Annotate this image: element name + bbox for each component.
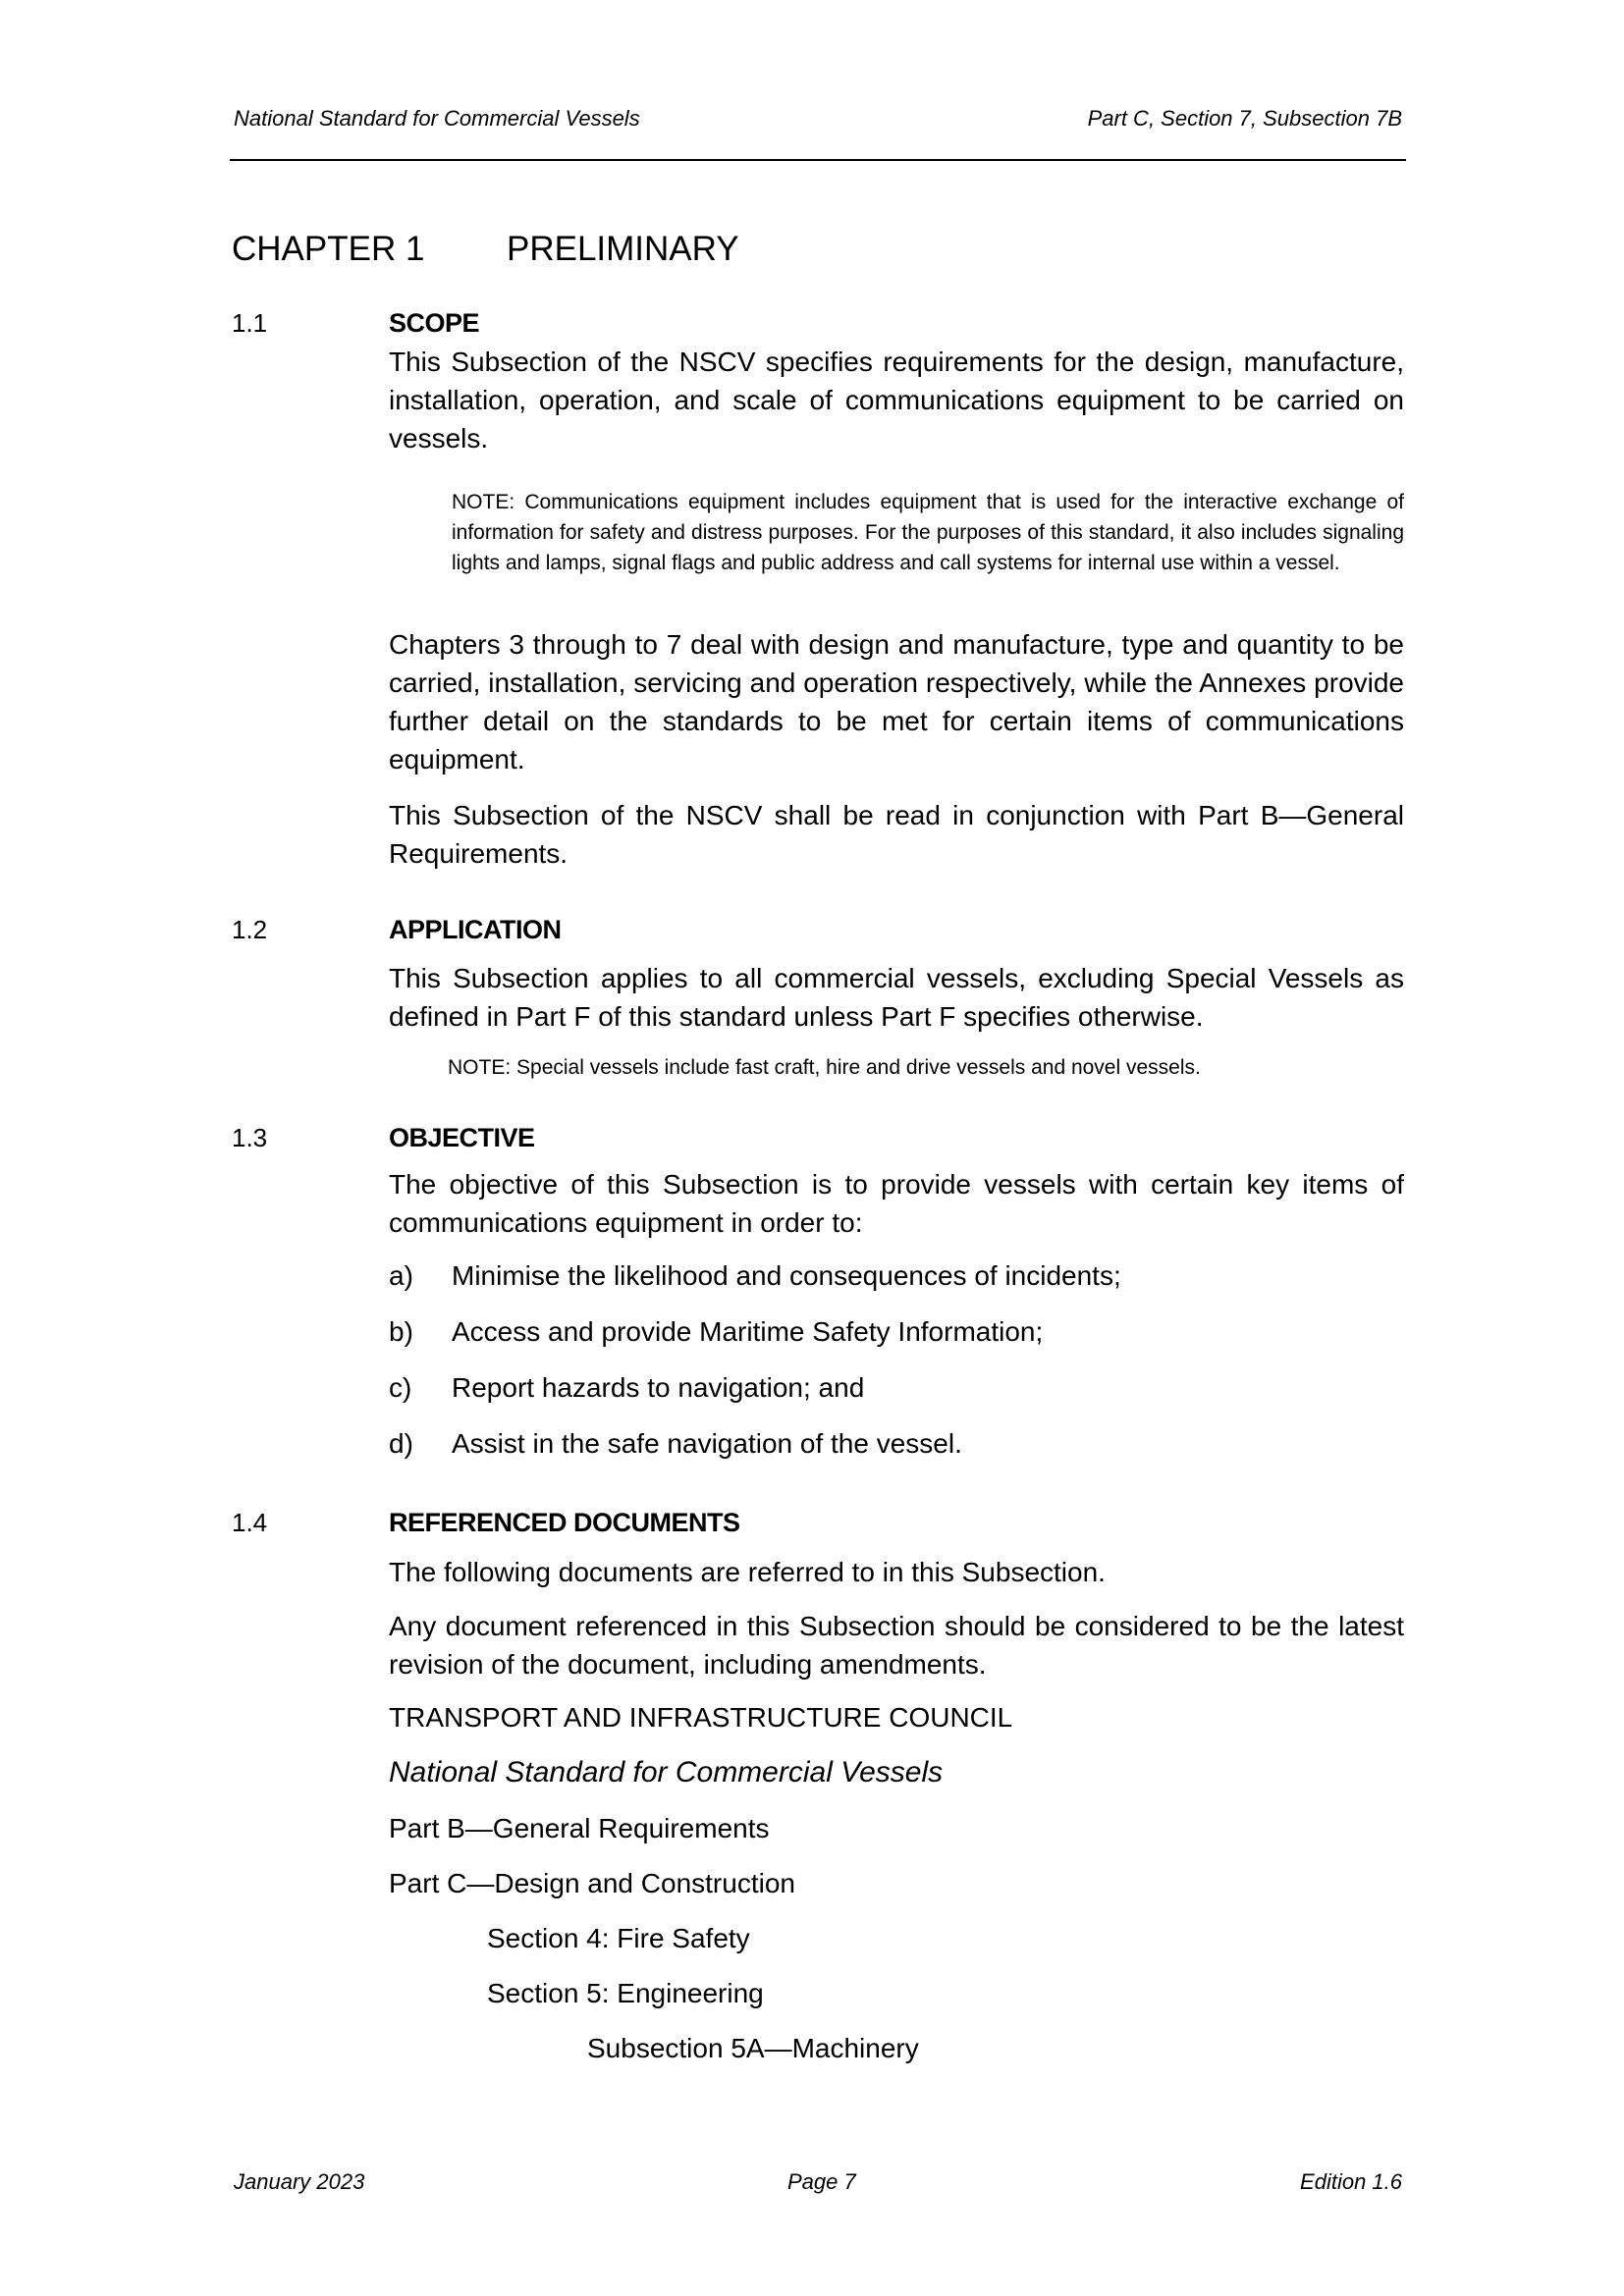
referenced-paragraph-1: The following documents are referred to in this Subsection. — [389, 1557, 1106, 1587]
section-heading-referenced: REFERENCED DOCUMENTS — [389, 1508, 740, 1537]
chapter-number: CHAPTER 1 — [232, 230, 425, 268]
header-part-reference: Part C, Section 7, Subsection 7B — [1087, 106, 1402, 131]
objective-paragraph: The objective of this Subsection is to provide vessels with certain key items of communications equipment in order to: — [389, 1169, 1404, 1238]
header-document-title: National Standard for Commercial Vessels — [234, 106, 640, 131]
objective-item-text: Access and provide Maritime Safety Information; — [452, 1316, 1044, 1347]
referenced-subsection-5a: Subsection 5A—Machinery — [587, 2033, 919, 2063]
objective-item-label: a) — [389, 1260, 413, 1291]
scope-paragraph-3: This Subsection of the NSCV shall be read in conjunction with Part B—General Requirements. — [389, 800, 1404, 869]
section-number-objective: 1.3 — [232, 1123, 268, 1152]
header-divider — [230, 159, 1406, 161]
section-number-scope: 1.1 — [232, 308, 268, 338]
chapter-title: PRELIMINARY — [507, 230, 739, 268]
referenced-part-b: Part B—General Requirements — [389, 1813, 770, 1843]
referenced-paragraph-2: Any document referenced in this Subsection should be considered to be the latest revision of the document, including amendments. — [389, 1611, 1404, 1680]
scope-paragraph-1: This Subsection of the NSCV specifies requirements for the design, manufacture, installation, operation, and scale of communications equipment to be carried on vessels. — [389, 347, 1404, 454]
objective-item-label: c) — [389, 1372, 412, 1403]
scope-paragraph-2: Chapters 3 through to 7 deal with design and manufacture, type and quantity to be carried, installation, servicing and operation respectively, while the Annexes provide further detail on the standards to be met for certain items of communications equipment. — [389, 629, 1404, 774]
section-number-application: 1.2 — [232, 915, 268, 944]
section-heading-scope: SCOPE — [389, 308, 480, 338]
page-header — [232, 98, 1404, 137]
objective-item-label: d) — [389, 1428, 413, 1459]
objective-item-label: b) — [389, 1316, 413, 1347]
objective-item-text: Report hazards to navigation; and — [452, 1372, 865, 1403]
section-heading-application: APPLICATION — [389, 915, 562, 944]
application-note: NOTE: Special vessels include fast craft, hire and drive vessels and novel vessels. — [448, 1056, 1201, 1079]
scope-note: NOTE: Communications equipment includes equipment that is used for the interactive exchange of information for safety and distress purposes. For the purposes of this standard, it also includes signaling lights and lamps, signal flags and public address and call systems for internal use within a vessel. — [452, 491, 1404, 574]
referenced-council: TRANSPORT AND INFRASTRUCTURE COUNCIL — [389, 1702, 1013, 1733]
application-paragraph: This Subsection applies to all commercial vessels, excluding Special Vessels as defined in Part F of this standard unless Part F specifies otherwise. — [389, 963, 1404, 1032]
section-heading-objective: OBJECTIVE — [389, 1123, 535, 1152]
referenced-section-4: Section 4: Fire Safety — [487, 1923, 750, 1953]
referenced-part-c: Part C—Design and Construction — [389, 1868, 795, 1898]
referenced-document-title: National Standard for Commercial Vessels — [389, 1756, 944, 1789]
objective-item-text: Minimise the likelihood and consequences of incidents; — [452, 1260, 1121, 1291]
footer-date: January 2023 — [234, 2169, 365, 2194]
section-number-referenced: 1.4 — [232, 1508, 268, 1537]
referenced-section-5: Section 5: Engineering — [487, 1978, 764, 2008]
footer-page-number: Page 7 — [787, 2169, 856, 2194]
page-footer — [232, 2169, 1404, 2205]
footer-edition: Edition 1.6 — [1300, 2169, 1402, 2194]
objective-item-text: Assist in the safe navigation of the vessel. — [452, 1428, 962, 1459]
